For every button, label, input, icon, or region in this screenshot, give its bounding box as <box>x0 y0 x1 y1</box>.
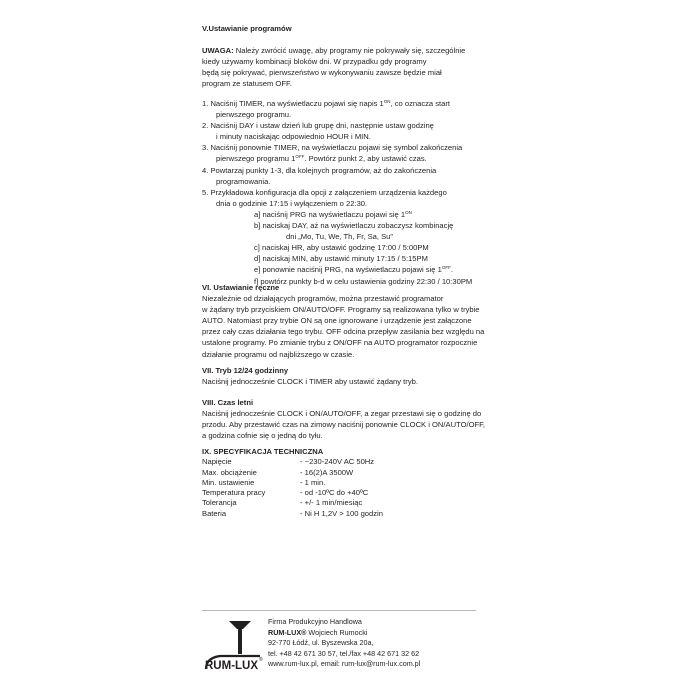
spec-value: - ~230-240V AC 50Hz <box>300 457 375 467</box>
section-12-24-mode <box>202 365 502 387</box>
spec-key: Napięcie <box>202 457 232 467</box>
sub-step-text: a] naciśnij PRG na wyświetlaczu pojawi się 1 <box>254 209 406 219</box>
paragraph-line: przez cały czas działania tego trybu. OFF odcina przepływ zasilania bez względu na <box>202 327 485 337</box>
spec-key: Min. ustawienie <box>202 477 255 487</box>
spec-key: Bateria <box>202 508 227 518</box>
paragraph-line: a godzina cofnie się o jedną do tyłu. <box>202 431 323 441</box>
spec-value: - od -10ºC do +40ºC <box>300 488 369 498</box>
warning-line: będą się pokrywać, pierwszeństwo w wykonywaniu zawsze będzie miał <box>202 68 442 78</box>
warning-line: program ze statusem OFF. <box>202 79 292 89</box>
sub-step-f: f] powtórz punkty b-d w celu ustawienia godziny 22:30 / 10:30PM <box>254 276 473 286</box>
spec-row <box>202 509 502 519</box>
step-text: 1. Naciśnij TIMER, na wyświetlaczu pojawi się napis 1 <box>202 99 384 108</box>
section-specification <box>202 447 502 519</box>
sub-step-a <box>202 209 502 220</box>
section-heading: V.Ustawianie programów <box>202 24 292 33</box>
warning-line <box>202 45 502 56</box>
superscript: OFF <box>441 265 451 271</box>
sub-step-text: e] ponownie naciśnij PRG, na wyświetlaczu pojawi się 1 <box>254 265 442 275</box>
steps-list <box>202 98 502 287</box>
paragraph-line: Naciśnij jednocześnie CLOCK i ON/AUTO/OFF, a zegar przestawi się o godzinę do <box>202 409 482 419</box>
step-1-cont: pierwszego programu. <box>216 110 292 120</box>
spec-row <box>202 498 502 508</box>
section-summer-time <box>202 397 502 441</box>
logo-registered-mark: ® <box>259 657 263 663</box>
superscript: ON <box>405 209 412 215</box>
step-text: pierwszego programu 1 <box>216 154 296 164</box>
spec-row <box>202 468 502 478</box>
sub-step-c: c] naciskaj HR, aby ustawić godzinę 17:00 / 5:00PM <box>254 243 429 253</box>
step-5-cont: dnia o godzinie 17:15 i wyłączeniem o 22:30. <box>216 198 368 208</box>
step-2: 2. Naciśnij DAY i ustaw dzień lub grupę dni, następnie ustaw godzinę <box>202 121 434 131</box>
step-1 <box>202 98 502 109</box>
paragraph-line: przodu. Aby przestawić czas na zimowy naciśnij ponownie CLOCK i ON/AUTO/OFF, <box>202 420 486 430</box>
step-3-cont <box>202 153 502 164</box>
paragraph-line: w żądany tryb przyciskiem ON/AUTO/OFF. Programy są realizowana tylko w trybie <box>202 305 480 315</box>
step-3: 3. Naciśnij ponownie TIMER, na wyświetlaczu pojawi się symbol zakończenia <box>202 143 463 153</box>
spec-row <box>202 488 502 498</box>
section-heading: VII. Tryb 12/24 godzinny <box>202 366 289 375</box>
step-2-cont: i minuty naciskając odpowiednio HOUR i MIN. <box>216 132 371 142</box>
section-heading: VIII. Czas letni <box>202 398 254 407</box>
paragraph-line: działanie programu od najbliższego w czasie. <box>202 349 355 359</box>
step-4-cont: programowania. <box>216 176 271 186</box>
step-text: . Powtórz punkt 2, aby ustawić czas. <box>304 154 427 164</box>
paragraph-line: Niezależnie od działających programów, można przestawić programator <box>202 294 444 304</box>
step-5: 5. Przykładowa konfiguracja dla opcji z załączeniem urządzenia każdego <box>202 187 447 197</box>
superscript: ON <box>383 99 391 104</box>
spec-key: Tolerancja <box>202 498 237 508</box>
warning-label: UWAGA: <box>202 46 234 55</box>
paragraph-line: Naciśnij jednocześnie CLOCK i TIMER aby ustawić żądany tryb. <box>202 377 418 387</box>
spec-key: Max. obciążenie <box>202 467 257 477</box>
paragraph-line: AUTO. Natomiast przy trybie ON są one ignorowane i urządzenie jest załączone <box>202 316 472 326</box>
step-4: 4. Powtarzaj punkty 1-3, dla kolejnych programów, aż do zakończenia <box>202 165 437 175</box>
warning-block <box>202 45 502 89</box>
company-phone: tel. +48 42 671 30 57, tel./fax +48 42 671 32 62 <box>268 648 420 658</box>
logo-wordmark: RUM-LUX <box>205 660 259 672</box>
sub-step-d: d] naciskaj MIN, aby ustawić minuty 17:15 / 5:15PM <box>254 254 428 264</box>
sub-step-b-cont: dni „Mo, Tu, We, Th, Fr, Sa, Su” <box>286 232 393 242</box>
paragraph-line: ustalone programy. Po zmianie trybu z ON/OFF na AUTO programator rozpocznie <box>202 338 478 348</box>
spec-value: - 16(2)A 3500W <box>300 467 354 477</box>
spec-value: - Ni H 1,2V > 100 godzin <box>300 508 383 518</box>
company-name <box>268 628 498 639</box>
step-text: , co oznacza start <box>390 99 451 108</box>
company-logo <box>202 617 266 673</box>
section-manual-mode <box>202 282 502 360</box>
section-programming <box>202 23 502 34</box>
superscript: OFF <box>295 154 305 160</box>
company-type: Firma Produkcyjno Handlowa <box>268 617 362 626</box>
company-address: 92-770 Łódź, ul. Byszewska 20a, <box>268 638 374 648</box>
brand-name: RUM-LUX® <box>268 627 307 637</box>
spec-row <box>202 457 502 467</box>
spec-value: - 1 min. <box>300 477 326 487</box>
spec-row <box>202 478 502 488</box>
sub-step-text: . <box>450 265 453 275</box>
section-heading: IX. SPECYFIKACJA TECHNICZNA <box>202 447 324 456</box>
warning-text: Należy zwrócić uwagę, aby programy nie pokrywały się, szczególnie <box>233 46 466 55</box>
owner-name: Wojciech Rumocki <box>306 627 368 637</box>
spec-value: - +/- 1 min/miesiąc <box>300 498 363 508</box>
company-info <box>268 617 498 670</box>
lamp-icon <box>229 621 251 654</box>
sub-step-b: b] naciskaj DAY, aż na wyświetlaczu zobaczysz kombinację <box>254 221 454 231</box>
section-heading: VI. Ustawianie ręczne <box>202 283 280 292</box>
footer-divider <box>202 610 476 611</box>
warning-line: kiedy używamy kombinacji bloków dni. W przypadku gdy programy <box>202 57 427 67</box>
spec-key: Temperatura pracy <box>202 488 266 498</box>
company-web: www.rum-lux.pl, email: rum-lux@rum-lux.com.pl <box>268 659 421 669</box>
sub-step-e <box>202 264 502 275</box>
